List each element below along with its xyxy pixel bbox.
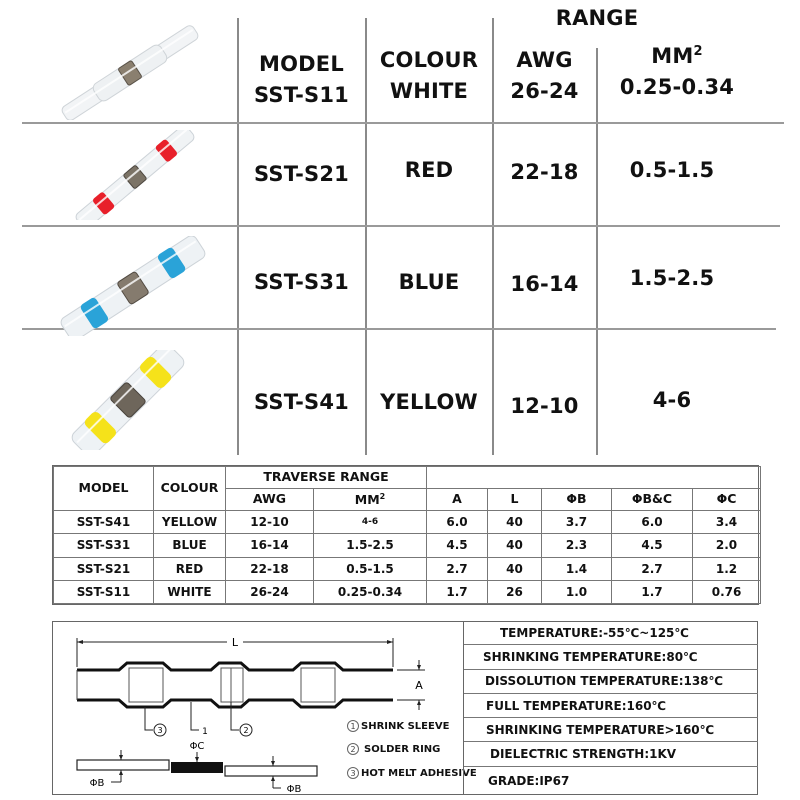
header-phi-bc: ΦB&C: [612, 489, 693, 511]
cell-phi-bc: 4.5: [612, 534, 693, 557]
header-blank: [427, 467, 761, 489]
connector-image-red: [50, 130, 220, 220]
callout-3: 3: [157, 726, 163, 735]
header-colour: COLOUR: [154, 467, 226, 511]
cell-a: 6.0: [427, 511, 488, 534]
colour-cell: BLUE: [398, 269, 460, 294]
awg-cell: 16-14: [510, 271, 579, 296]
dim-a-label: A: [415, 679, 423, 692]
cell-phi-c: 3.4: [693, 511, 761, 534]
model-cell: SST-S31: [253, 269, 349, 294]
table-row: [54, 557, 761, 580]
header-a: A: [427, 489, 488, 511]
range-label: RANGE: [555, 6, 639, 31]
header-traverse-range: TRAVERSE RANGE: [226, 467, 427, 489]
cell-colour: YELLOW: [154, 511, 226, 534]
cell-awg: 22-18: [226, 557, 314, 580]
header-model: MODEL: [54, 467, 154, 511]
callout-1: 1: [202, 727, 208, 737]
phi-b-left-label: ΦB: [89, 778, 105, 789]
model-header-cell: [238, 38, 365, 122]
legend-item-solder-ring: [347, 743, 440, 755]
grid-line: [22, 225, 780, 227]
spec-shrinking-temperature: SHRINKING TEMPERATURE:80℃: [464, 645, 758, 669]
mm2-value: 0.25-0.34: [619, 75, 735, 99]
cell-a: 2.7: [427, 557, 488, 580]
spec-grade: GRADE:IP67: [488, 773, 570, 788]
model-cell: SST-S41: [253, 389, 349, 414]
cell-phi-bc: 1.7: [612, 580, 693, 603]
mm2-header-cell: [597, 30, 757, 114]
header-awg: AWG: [226, 489, 314, 511]
colour-cell: RED: [404, 157, 454, 182]
dimension-table: [52, 465, 759, 605]
connector-image-blue: [45, 236, 225, 336]
cell-colour: RED: [154, 557, 226, 580]
specifications-list: [463, 621, 758, 795]
legend-label: SOLDER RING: [364, 743, 441, 755]
cell-model: SST-S11: [54, 580, 154, 603]
cell-phi-c: 1.2: [693, 557, 761, 580]
legend-item-hot-melt-adhesive: [347, 767, 477, 779]
cell-colour: BLUE: [154, 534, 226, 557]
cell-model: SST-S31: [54, 534, 154, 557]
cell-l: 40: [488, 557, 542, 580]
awg-label: AWG: [516, 47, 573, 72]
spec-shrinking-temperature-max: SHRINKING TEMPERATURE>160℃: [464, 718, 758, 742]
colour-label: COLOUR: [379, 47, 479, 72]
cell-awg: 16-14: [226, 534, 314, 557]
awg-value: 26-24: [510, 79, 579, 103]
awg-cell: 12-10: [510, 393, 579, 418]
cell-awg: 26-24: [226, 580, 314, 603]
cell-model: SST-S41: [54, 511, 154, 534]
header-mm2-text: MM: [354, 491, 380, 507]
cell-l: 26: [488, 580, 542, 603]
header-phi-c: ΦC: [693, 489, 761, 511]
awg-header-cell: [493, 34, 596, 118]
colour-header-cell: [366, 34, 492, 118]
awg-cell: 22-18: [510, 159, 579, 184]
legend-number: 3: [347, 767, 359, 779]
cell-phi-c: 2.0: [693, 534, 761, 557]
cell-a: 4.5: [427, 534, 488, 557]
dim-l-label: L: [231, 636, 239, 649]
cell-phi-c: 0.76: [693, 580, 761, 603]
legend-label: HOT MELT ADHESIVE: [361, 767, 477, 779]
model-cell: SST-S21: [253, 161, 349, 186]
spec-dissolution-temperature: DISSOLUTION TEMPERATURE:138℃: [464, 670, 758, 694]
cell-l: 40: [488, 511, 542, 534]
phi-b-right-label: ΦB: [286, 784, 302, 794]
table-row: [54, 511, 761, 534]
cell-mm2: 0.25-0.34: [314, 580, 427, 603]
spec-dielectric-strength: DIELECTRIC STRENGTH:1KV: [464, 742, 758, 766]
cell-mm2: 4-6: [314, 511, 427, 534]
cell-phi-bc: 6.0: [612, 511, 693, 534]
mm2-superscript: 2: [693, 43, 703, 59]
cell-mm2: 0.5-1.5: [314, 557, 427, 580]
mm2-label: [651, 41, 702, 73]
table-row: [54, 534, 761, 557]
cell-mm2: 1.5-2.5: [314, 534, 427, 557]
colour-cell: YELLOW: [380, 389, 478, 414]
mm2-cell: 0.5-1.5: [629, 157, 715, 182]
cell-l: 40: [488, 534, 542, 557]
mm2-cell: 4-6: [652, 387, 692, 412]
cell-model: SST-S21: [54, 557, 154, 580]
mm2-cell: 1.5-2.5: [629, 265, 715, 290]
cell-awg: 12-10: [226, 511, 314, 534]
connector-image-yellow: [50, 350, 210, 450]
callout-2: 2: [243, 726, 249, 735]
cell-phi-b: 3.7: [542, 511, 612, 534]
cell-phi-bc: 2.7: [612, 557, 693, 580]
cell-phi-b: 1.0: [542, 580, 612, 603]
legend-number: 1: [347, 720, 359, 732]
cell-colour: WHITE: [154, 580, 226, 603]
header-phi-b: ΦB: [542, 489, 612, 511]
spec-temperature: TEMPERATURE:-55℃~125℃: [464, 621, 758, 645]
legend-number: 2: [347, 743, 359, 755]
spec-full-temperature: FULL TEMPERATURE:160℃: [464, 694, 758, 718]
legend-item-shrink-sleeve: [347, 720, 449, 732]
header-l: L: [488, 489, 542, 511]
table-row: [54, 580, 761, 603]
phi-c-label: ΦC: [189, 741, 205, 752]
colour-value: WHITE: [389, 79, 469, 103]
header-mm2-sup: 2: [379, 491, 386, 501]
cell-a: 1.7: [427, 580, 488, 603]
cell-phi-b: 2.3: [542, 534, 612, 557]
header-mm2: [314, 489, 427, 511]
mm2-label-text: MM: [651, 43, 694, 68]
cell-phi-b: 1.4: [542, 557, 612, 580]
connector-image-white: [40, 25, 220, 120]
legend-label: SHRINK SLEEVE: [361, 720, 450, 732]
model-value: SST-S11: [253, 83, 349, 107]
model-label: MODEL: [259, 51, 344, 76]
